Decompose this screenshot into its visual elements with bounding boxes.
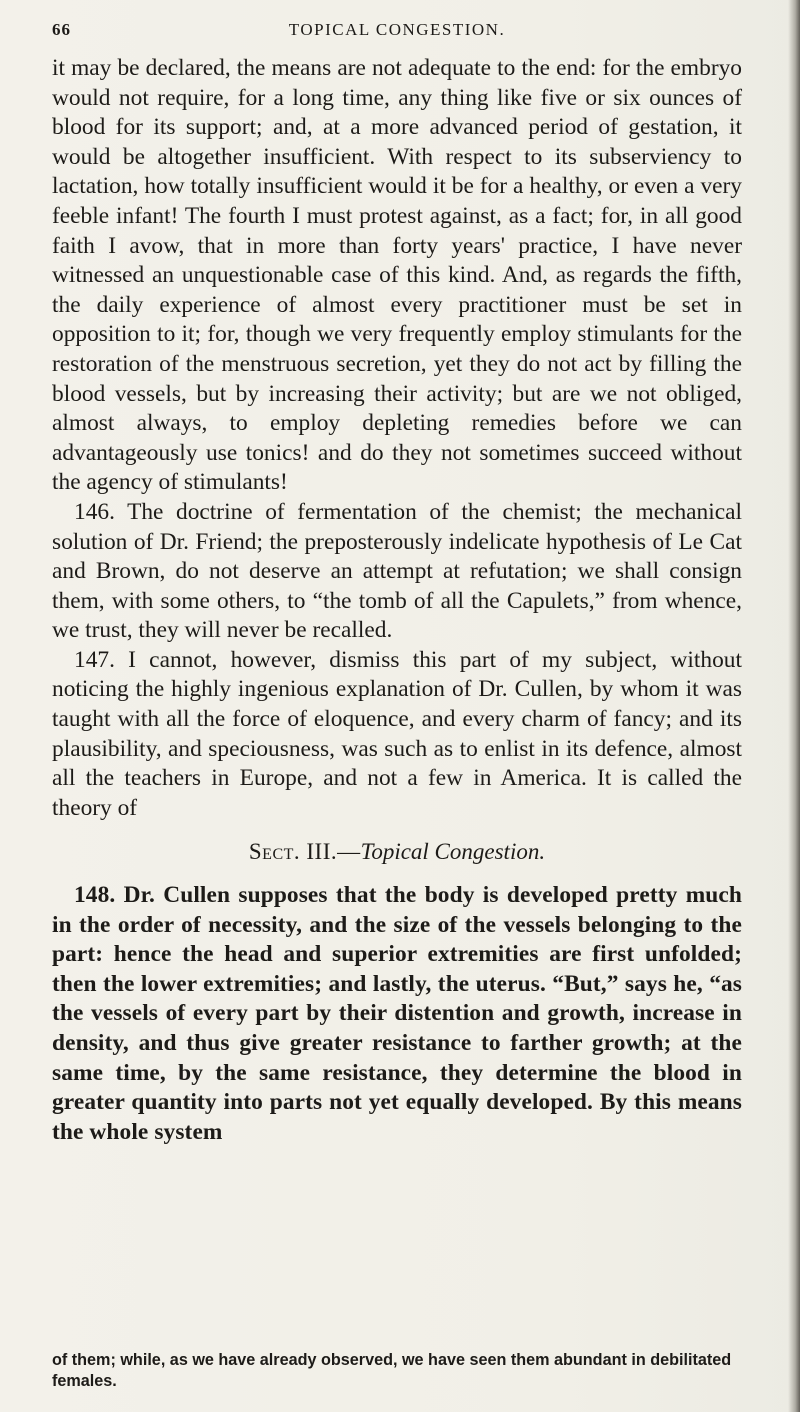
page-number: 66 (52, 20, 71, 39)
section-title: Topical Congestion. (360, 839, 546, 865)
running-title: TOPICAL CONGESTION. (288, 20, 506, 39)
section-label: Sect. III.— (248, 839, 361, 865)
running-head (52, 20, 742, 44)
section-heading (52, 837, 742, 867)
body-text (52, 54, 742, 1147)
paragraph-147: 147. I cannot, however, dismiss this part of my subject, without noticing the highly ingenious explanation of Dr. Cullen, by whom it was taught with all the force of eloquence, and every charm of fancy; and its plausibility, and speciousness, was such as to enlist in its defence, almost all the teachers in Europe, and not a few in America. It is called the theory of (52, 646, 742, 821)
page-edge-shadow (788, 0, 800, 1412)
paragraph-148: 148. Dr. Cullen supposes that the body is developed pretty much in the order of necessity, and the size of the vessels belonging to the part: hence the head and superior extremities are first unfolded; then the lower extremities; and lastly, the uterus. “But,” says he, “as the vessels of every part by their distention and growth, increase in density, and thus give greater resistance to farther growth; at the same time, by the same resistance, they determine the blood in greater quantity into parts not yet equally developed. By this means the whole system (52, 882, 742, 1145)
footnote: of them; while, as we have already observed, we have seen them abundant in debilitated females. (52, 1351, 732, 1390)
paragraph-continuation: it may be declared, the means are not adequate to the end: for the embryo would not require, for a long time, any thing like five or six ounces of blood for its support; and, at a more advanced period of gestation, it would be altogether insufficient. With respect to its subserviency to lactation, how totally insufficient would it be for a healthy, or even a very feeble infant! The fourth I must protest against, as a fact; for, in all good faith I avow, that in more than forty years' practice, I have never witnessed an unquestionable case of this kind. And, as regards the fifth, the daily experience of almost every practitioner must be set in opposition to it; for, though we very frequently employ stimulants for the restoration of the menstruous secretion, yet they do not act by filling the blood vessels, but by increasing their activity; but are we not obliged, almost always, to employ depleting remedies before we can advantageously use tonics! and do they not sometimes succeed without the agency of stimulants! (52, 55, 742, 496)
paragraph-146: 146. The doctrine of fermentation of the chemist; the mechanical solution of Dr. Friend; the preposterously indelicate hypothesis of Le Cat and Brown, do not deserve an attempt at refutation; we shall consign them, with some others, to “the tomb of all the Capulets,” from whence, we trust, they will never be recalled. (52, 498, 742, 644)
